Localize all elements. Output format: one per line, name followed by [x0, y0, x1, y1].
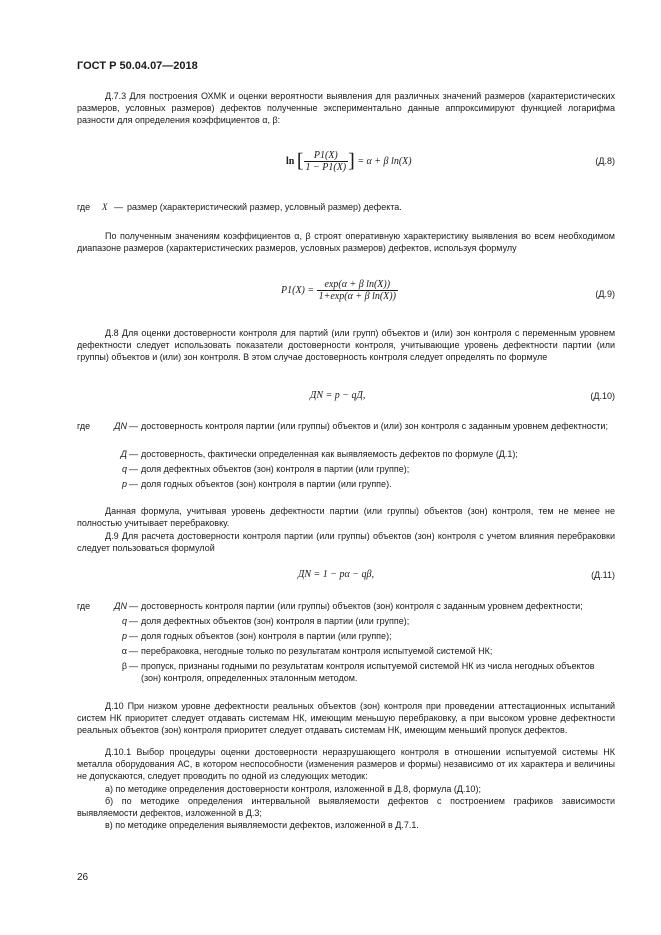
paragraph-d8: Д.8 Для оценки достоверности контроля для партий (или групп) объектов и (или) зон контроля с переменным уровнем дефектности следует использовать показатели достоверности контроля, учитывающие уровень дефектности партии (или группы) объектов и (или) зон контроля. В этом случае достоверность контроля следует определять по формуле: [77, 328, 615, 362]
formula-d9-lhs: P1(X) =: [281, 284, 315, 296]
dash: —: [129, 479, 138, 489]
where-beta-row: [77, 660, 615, 684]
formula-d8-denominator: 1 − P1(X): [305, 162, 347, 173]
formula-d10: ДN = p − qД,: [310, 390, 366, 401]
symbol-p: p: [121, 479, 127, 489]
symbol-dn: ДN: [114, 601, 127, 611]
list-item-b: б) по методике определения интервальной выявляемости дефектов с построением графиков зависимости выявляемости дефектов, изложенной в Д.3;: [77, 796, 615, 818]
paragraph-d9: Д.9 Для расчета достоверности контроля партии (или группы) объектов (зон) контроля с учетом влияния перебраковки следует пользоваться формулой: [77, 531, 615, 553]
where-dn-row: [77, 420, 615, 444]
symbol-d: Д: [120, 449, 127, 459]
dash: —: [129, 646, 138, 656]
formula-d11: ДN = 1 − pα − qβ,: [298, 569, 375, 580]
symbol-p: p: [121, 631, 127, 641]
definition-text: достоверность контроля партии (или группы) объектов и (или) зон контроля с заданным уровнем дефектности;: [141, 421, 608, 431]
formula-d8-rhs: = α + β ln(X): [357, 155, 412, 167]
paragraph-d10: Д.10 При низком уровне дефектности реальных объектов (зон) контроля при проведении аттестационных испытаний систем НК приоритет следует отдавать системам НК, имеющим меньшую перебраковку, а при высоком уровне дефектности реальных объектов (зон) контроля приоритет следует отдавать системам НК, имеющим меньший пропуск дефектов.: [77, 701, 615, 735]
definition-text: доля дефектных объектов (зон) контроля в партии (или группе);: [141, 616, 410, 626]
where-label: где: [77, 421, 91, 431]
where-label: где: [77, 202, 91, 212]
dash: —: [129, 661, 138, 671]
symbol-q: q: [121, 616, 127, 626]
definition-text: пропуск, признаны годными по результатам контроля испытуемой системой НК из числа негодных объектов (зон) контроля, определенных эталонным методом.: [141, 661, 595, 683]
paragraph-d7-3: Д.7.3 Для построения ОХМК и оценки вероятности выявления для различных значений размеров (характеристических размеров, условных размеров) дефектов полученные экспериментально данные аппроксимируют функцией логарифма разности для определения коэффициентов α, β:: [77, 91, 615, 125]
ln-symbol: ln: [286, 155, 295, 167]
definition-text: доля годных объектов (зон) контроля в партии (или группе).: [141, 479, 392, 489]
definition-text: доля годных объектов (зон) контроля в партии (или группе);: [141, 631, 392, 641]
symbol-dn: ДN: [114, 421, 127, 431]
formula-d9-numerator: exp(α + β ln(X)): [317, 279, 398, 291]
symbol-x: X: [102, 202, 108, 212]
paragraph-d10-1: Д.10.1 Выбор процедуры оценки достоверности неразрушающего контроля в отношении испытуемой системы НК металла оборудования АС, в котором неспособности (изменения размеров и формы) независимо от их характера и величины не допускаются, следует проводить по одной из следующих методик:: [77, 747, 615, 781]
definition-text: достоверность, фактически определенная как выявляемость дефектов по формуле (Д.1);: [141, 449, 518, 459]
symbol-alpha: α: [121, 646, 127, 656]
list-item-c: в) по методике определения выявляемости дефектов, изложенной в Д.7.1.: [105, 820, 419, 830]
dash: —: [114, 202, 123, 212]
symbol-q: q: [121, 464, 127, 474]
document-header: ГОСТ Р 50.04.07—2018: [77, 60, 198, 72]
dash: —: [129, 631, 138, 641]
definition-text: достоверность контроля партии (или группы) объектов (зон) контроля с заданным уровнем дефектности;: [141, 601, 583, 611]
dash: —: [129, 421, 138, 431]
equation-number-d10: (Д.10): [590, 391, 615, 401]
symbol-beta: β: [121, 661, 127, 671]
dash: —: [129, 464, 138, 474]
formula-d8-numerator: P1(X): [304, 150, 349, 162]
dash: —: [129, 616, 138, 626]
paragraph-operating-characteristic: По полученным значениям коэффициентов α, β строят оперативную характеристику выявления во всем необходимом диапазоне размеров (характеристических размеров, условных размеров) дефектов, используя формулу: [77, 231, 615, 253]
list-item-a: а) по методике определения достоверности контроля, изложенной в Д.8, формула (Д.10);: [105, 784, 481, 794]
equation-number-d9: (Д.9): [595, 289, 615, 299]
definition-text: размер (характеристический размер, условный размер) дефекта.: [127, 202, 402, 212]
formula-d8: ln [ $\frac{P1(X)}{1 - P1(X)}$ ] = α + β ln(X): [286, 150, 412, 173]
formula-d9-denominator: 1+exp(α + β ln(X)): [318, 291, 396, 302]
where-label: где: [77, 601, 91, 611]
dash: —: [129, 449, 138, 459]
definition-text: доля дефектных объектов (зон) контроля в партии (или группе);: [141, 464, 410, 474]
equation-number-d11: (Д.11): [591, 570, 615, 580]
paragraph-formula-note: Данная формула, учитывая уровень дефектности партии (или группы) объектов (зон) контроля, тем не менее не полностью учитывает перебраковку.: [77, 506, 615, 528]
definition-text: перебраковка, негодные только по результатам контроля испытуемой системой НК;: [141, 646, 493, 656]
formula-d9: [281, 279, 398, 302]
page-number: 26: [77, 872, 89, 883]
dash: —: [129, 601, 138, 611]
equation-number-d8: (Д.8): [595, 156, 615, 166]
